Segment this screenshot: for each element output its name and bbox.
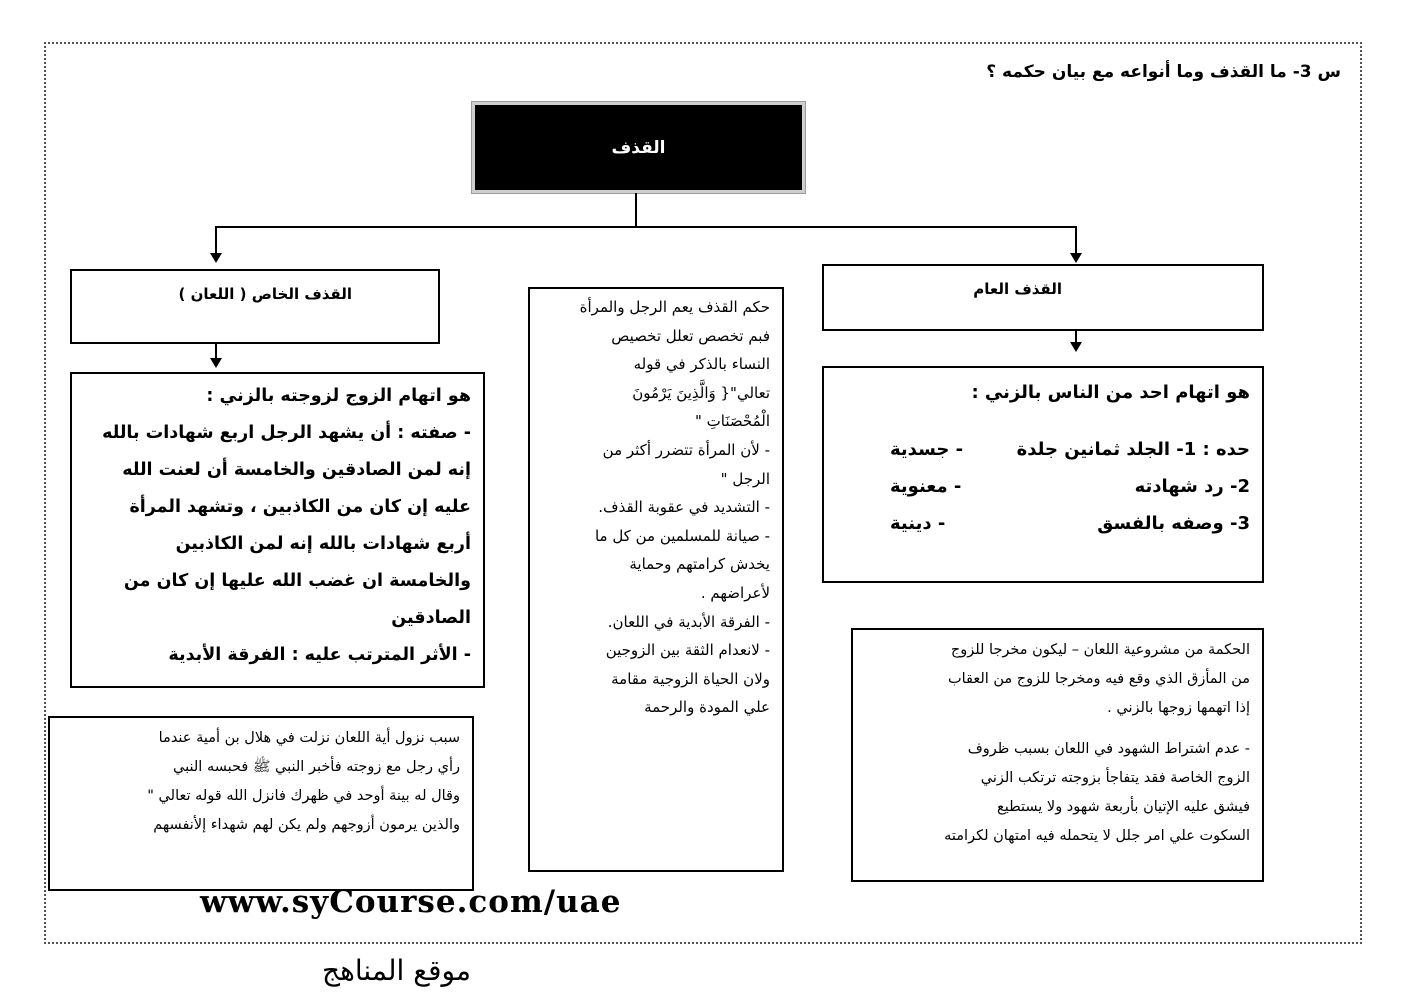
cause-box (48, 716, 474, 891)
special-line: الصادقين (391, 608, 471, 628)
punishment-row (890, 431, 1250, 468)
middle-line: - صيانة للمسلمين من كل ما (594, 526, 770, 545)
connector-right-down (1075, 226, 1077, 256)
middle-line: - التشديد في عقوبة القذف. (598, 498, 770, 517)
wisdom-line: الزوج الخاصة فقد يتفاجأ بزوجته ترتكب الزني (980, 770, 1250, 786)
arrow-to-general (1070, 253, 1082, 263)
general-title-box (822, 264, 1264, 331)
spacer (836, 411, 1250, 431)
punishment-row (890, 468, 1250, 505)
middle-line: لأعراضهم . (700, 583, 770, 602)
connector-horizontal (215, 226, 1077, 228)
middle-line: حكم القذف يعم الرجل والمرأة (579, 298, 770, 316)
special-title-box (70, 269, 440, 344)
punishment-item: 3- وصفه بالفسق (1097, 513, 1250, 534)
punishment-type: - معنوية (890, 476, 962, 497)
special-line: هو اتهام الزوج لزوجته بالزني : (206, 386, 471, 406)
middle-line: علي المودة والرحمة (644, 698, 770, 717)
punishment-item: حده : 1- الجلد ثمانين جلدة (1016, 439, 1250, 460)
wisdom-line: إذا اتهمها زوجها بالزني . (1107, 700, 1250, 716)
wisdom-line: السكوت علي امر جلل لا يتحمله فيه امتهان لكرامته (944, 828, 1250, 844)
root-label: القذف (611, 137, 666, 158)
middle-line: - الفرقة الأبدية في اللعان. (607, 612, 770, 631)
punishment-type: - جسدية (890, 439, 964, 460)
wisdom-line: - عدم اشتراط الشهود في اللعان بسبب ظروف (967, 741, 1250, 757)
punishment-row (890, 505, 1250, 542)
arrow-to-general-def (1070, 342, 1082, 352)
middle-line: - لانعدام الثقة بين الزوجين (605, 641, 770, 660)
arrow-to-special (210, 253, 222, 263)
punishments-list (890, 431, 1250, 542)
cause-line: وقال له بينة أوحد في ظهرك فانزل الله قوله تعالي " (147, 788, 460, 804)
special-line: إنه لمن الصادقين والخامسة أن لعنت الله (122, 460, 471, 480)
middle-line: الرجل " (720, 469, 770, 488)
middle-line: تعالي"{ وَالَّذِينَ يَرْمُونَ (632, 383, 770, 402)
middle-line: - لأن المرأة تتضرر أكثر من (602, 440, 770, 459)
special-title: القذف الخاص ( اللعان ) (178, 285, 352, 303)
arrow-to-special-def (210, 358, 222, 368)
wisdom-line: من المأزق الذي وقع فيه ومخرجا للزوج من العقاب (947, 671, 1250, 687)
general-title: القذف العام (973, 280, 1062, 298)
middle-line: النساء بالذكر في قوله (633, 355, 770, 374)
spacer (865, 723, 1250, 735)
special-line: - الأثر المترتب عليه : الفرقة الأبدية (168, 645, 471, 665)
middle-line: ولان الحياة الزوجية مقامة (611, 669, 770, 688)
middle-ruling-box (528, 287, 784, 872)
site-name: موقع المناهج (322, 954, 471, 987)
middle-line: يخدش كرامتهم وحماية (629, 555, 770, 574)
cause-line: رأي رجل مع زوجته فأخبر النبي ﷺ فحبسه النبي (173, 759, 460, 775)
root-node (472, 102, 805, 193)
middle-line: الْمُحْصَنَاتِ " (695, 412, 770, 431)
wisdom-line: الحكمة من مشروعية اللعان – ليكون مخرجا للزوج (950, 642, 1250, 658)
special-line: عليه إن كان من الكاذبين ، وتشهد المرأة (129, 497, 471, 517)
wisdom-box (851, 628, 1264, 882)
question-heading: س 3- ما القذف وما أنواعه مع بيان حكمه ؟ (986, 62, 1341, 82)
wisdom-line: فيشق عليه الإتيان بأربعة شهود ولا يستطيع (996, 799, 1250, 815)
cause-line: سبب نزول أية اللعان نزلت في هلال بن أمية عندما (158, 730, 460, 746)
general-definition-box (822, 366, 1264, 583)
website-url: www.syCourse.com/uae (200, 884, 622, 920)
connector-left-down (215, 226, 217, 256)
connector-root-down (635, 193, 637, 227)
special-line: أربع شهادات بالله إنه لمن الكاذبين (175, 534, 471, 554)
punishment-item: 2- رد شهادته (1134, 476, 1250, 497)
general-definition: هو اتهام احد من الناس بالزني : (971, 382, 1250, 403)
punishment-type: - دينية (890, 513, 946, 534)
cause-line: والذين يرمون أزوجهم ولم يكن لهم شهداء إلأنفسهم (153, 817, 460, 833)
special-definition-box (70, 372, 485, 688)
special-line: - صفته : أن يشهد الرجل اربع شهادات بالله (102, 423, 471, 443)
middle-line: فبم تخصص تعلل تخصيص (611, 326, 770, 345)
special-line: والخامسة ان غضب الله عليها إن كان من (123, 571, 471, 591)
